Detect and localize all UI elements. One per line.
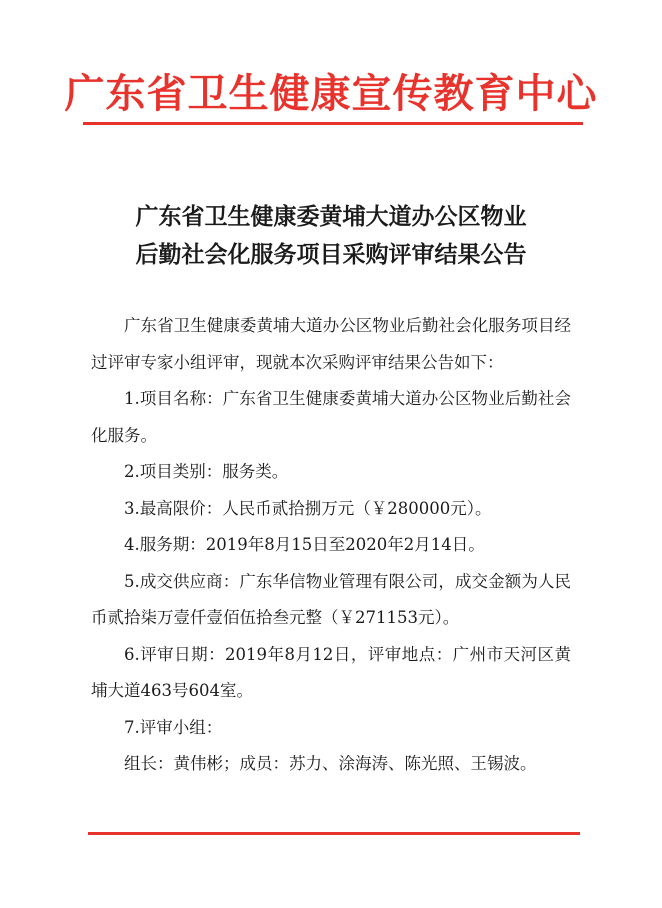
document-title-line-2: 后勤社会化服务项目采购评审结果公告 — [135, 242, 527, 268]
item-project-category: 2.项目类别：服务类。 — [124, 462, 289, 481]
intro-paragraph: 广东省卫生健康委黄埔大道办公区物业后勤社会化服务项目经过评审专家小组评审，现就本次采购评审结果公告如下： — [91, 316, 571, 372]
item-max-price: 3.最高限价：人民币贰拾捌万元（￥280000元）。 — [124, 498, 492, 518]
item-review-panel: 7.评审小组： — [124, 717, 223, 737]
footer-divider — [88, 832, 580, 835]
letterhead-org-name: 广东省卫生健康宣传教育中心 — [64, 70, 598, 117]
item-review-date-place: 6.评审日期：2019年8月12日，评审地点：广州市天河区黄埔大道463号604室。 — [91, 644, 571, 700]
item-service-period: 4.服务期：2019年8月15日至2020年2月14日。 — [124, 535, 485, 554]
item-supplier: 5.成交供应商：广东华信物业管理有限公司，成交金额为人民币贰拾柒万壹仟壹佰伍拾叁元整（￥271153元）。 — [91, 571, 571, 627]
item-project-name: 1.项目名称：广东省卫生健康委黄埔大道办公区物业后勤社会化服务。 — [91, 389, 571, 445]
document-body — [91, 308, 571, 783]
letterhead-divider — [83, 122, 583, 125]
document-title-line-1: 广东省卫生健康委黄埔大道办公区物业 — [135, 204, 527, 230]
item-panel-members: 组长：黄伟彬；成员：苏力、涂海涛、陈光照、王锡波。 — [124, 754, 537, 773]
document-title — [0, 198, 662, 274]
